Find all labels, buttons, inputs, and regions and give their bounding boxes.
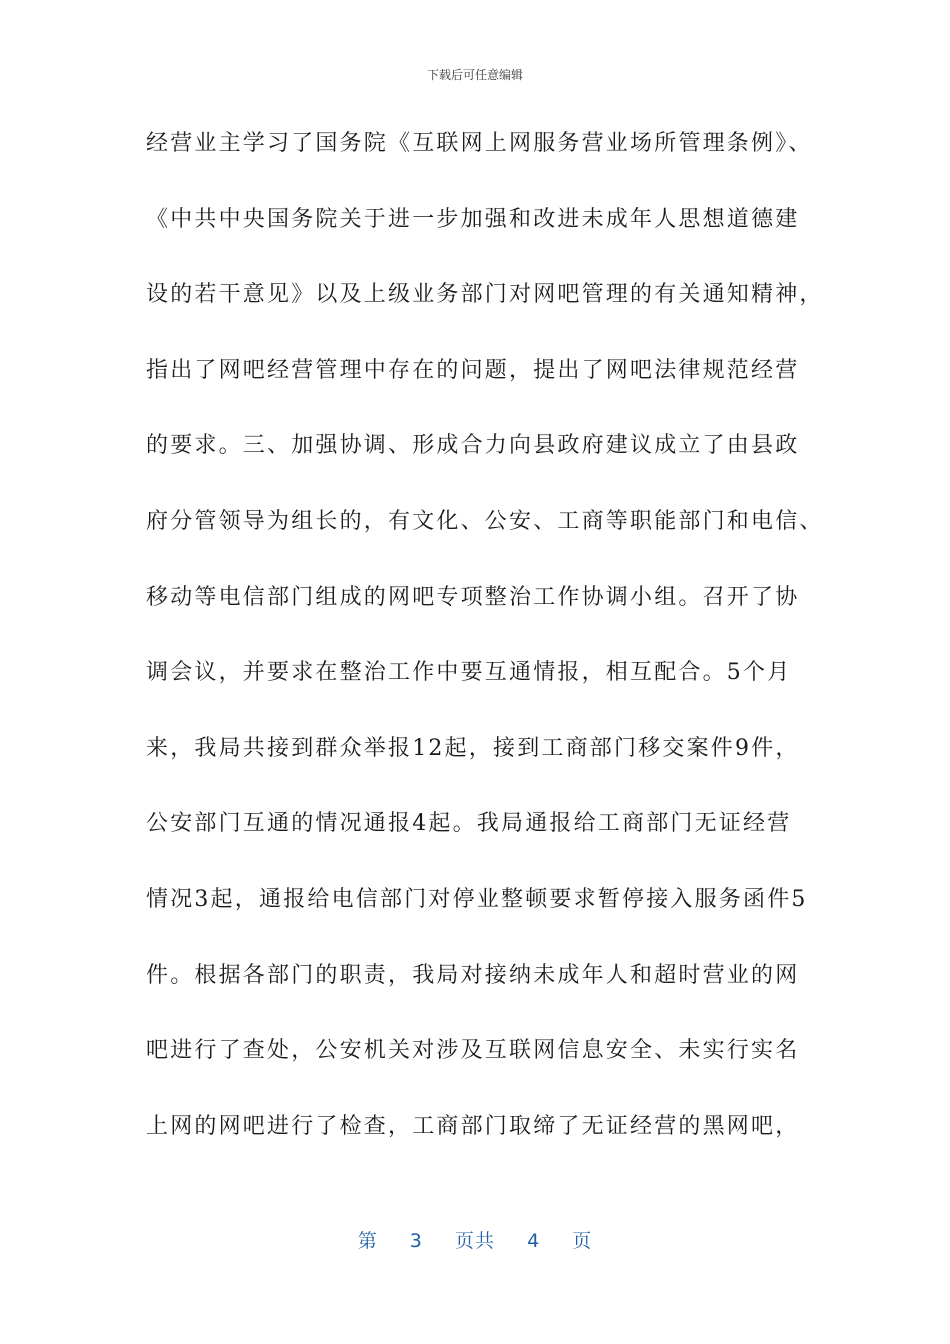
current-page-number: 3 (409, 1230, 423, 1252)
text-line: 调会议，并要求在整治工作中要互通情报，相互配合。5个月 (146, 660, 792, 686)
text-line: 件。根据各部门的职责，我局对接纳未成年人和超时营业的网 (146, 962, 800, 988)
text-line: 公安部门互通的情况通报4起。我局通报给工商部门无证经营 (146, 811, 792, 837)
text-line: 来，我局共接到群众举报12起，接到工商部门移交案件9件， (146, 735, 800, 761)
text-line: 情况3起，通报给电信部门对停业整顿要求暂停接入服务函件5 (146, 886, 808, 912)
text-line: 经营业主学习了国务院《互联网上网服务营业场所管理条例》、 (146, 131, 813, 156)
document-body (146, 120, 826, 1178)
text-line: 《中共中央国务院关于进一步加强和改进未成年人思想道德建 (146, 206, 800, 232)
text-line: 府分管领导为组长的，有文化、公安、工商等职能部门和电信、 (146, 508, 824, 534)
header-note: 下载后可任意编辑 (426, 68, 523, 82)
text-line: 的要求。三、加强协调、形成合力向县政府建议成立了由县政 (146, 433, 800, 459)
text-line: 吧进行了查处，公安机关对涉及互联网信息安全、未实行实名 (146, 1038, 800, 1064)
text-line: 上网的网吧进行了检查，工商部门取缔了无证经营的黑网吧， (146, 1113, 800, 1139)
page-middle: 页共 (454, 1230, 495, 1252)
page-footer (0, 1226, 950, 1253)
text-line: 指出了网吧经营管理中存在的问题，提出了网吧法律规范经营 (146, 357, 800, 383)
page-suffix: 页 (572, 1230, 593, 1252)
total-pages-number: 4 (527, 1230, 541, 1252)
page-prefix: 第 (357, 1230, 378, 1252)
text-line: 设的若干意见》以及上级业务部门对网吧管理的有关通知精神， (146, 282, 824, 308)
text-line: 移动等电信部门组成的网吧专项整治工作协调小组。召开了协 (146, 584, 800, 610)
